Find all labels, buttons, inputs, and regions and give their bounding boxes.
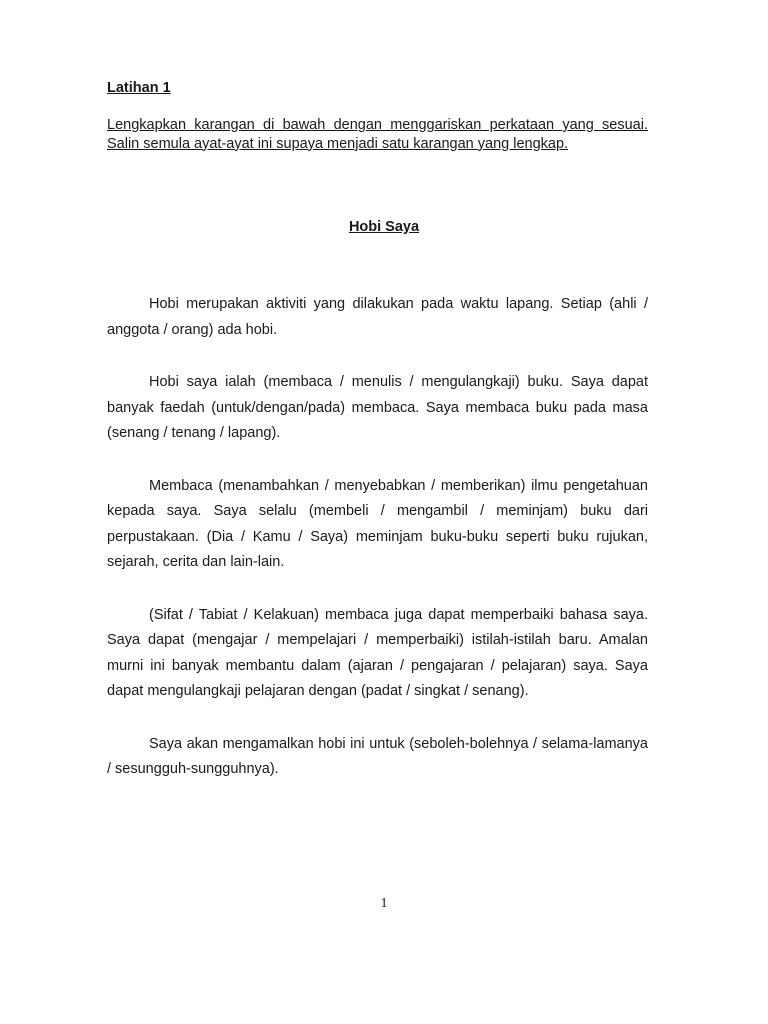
essay-paragraph: Membaca (menambahkan / menyebabkan / memberikan) ilmu pengetahuan kepada saya. Saya selalu (membeli / mengambil / meminjam) buku dari perpustakaan. (Dia / Kamu / Saya) meminjam buku-buku seperti buku rujukan, sejarah, cerita dan lain-lain. (107, 477, 648, 570)
exercise-instruction: Lengkapkan karangan di bawah dengan menggariskan perkataan yang sesuai. Salin semula ayat-ayat ini supaya menjadi satu karangan yang lengkap. (107, 117, 648, 152)
essay-title: Hobi Saya (348, 219, 420, 235)
essay-paragraph: Hobi merupakan aktiviti yang dilakukan pada waktu lapang. Setiap (ahli / anggota / orang) ada hobi. (107, 296, 648, 338)
essay-paragraph: (Sifat / Tabiat / Kelakuan) membaca juga dapat memperbaiki bahasa saya. Saya dapat (mengajar / mempelajari / memperbaiki) istilah-istilah baru. Amalan murni ini banyak membantu dalam (ajaran / pengajaran / pelajaran) saya. Saya dapat mengulangkaji pelajaran dengan (padat / singkat / senang). (107, 606, 648, 699)
essay-paragraph: Saya akan mengamalkan hobi ini untuk (seboleh-bolehnya / selama-lamanya / sesungguh-sungguhnya). (107, 735, 648, 777)
exercise-heading: Latihan 1 (107, 80, 171, 96)
essay-body (107, 292, 648, 810)
essay-paragraph: Hobi saya ialah (membaca / menulis / mengulangkaji) buku. Saya dapat banyak faedah (untuk/dengan/pada) membaca. Saya membaca buku pada masa (senang / tenang / lapang). (107, 374, 648, 441)
page-number: 1 (380, 896, 388, 911)
